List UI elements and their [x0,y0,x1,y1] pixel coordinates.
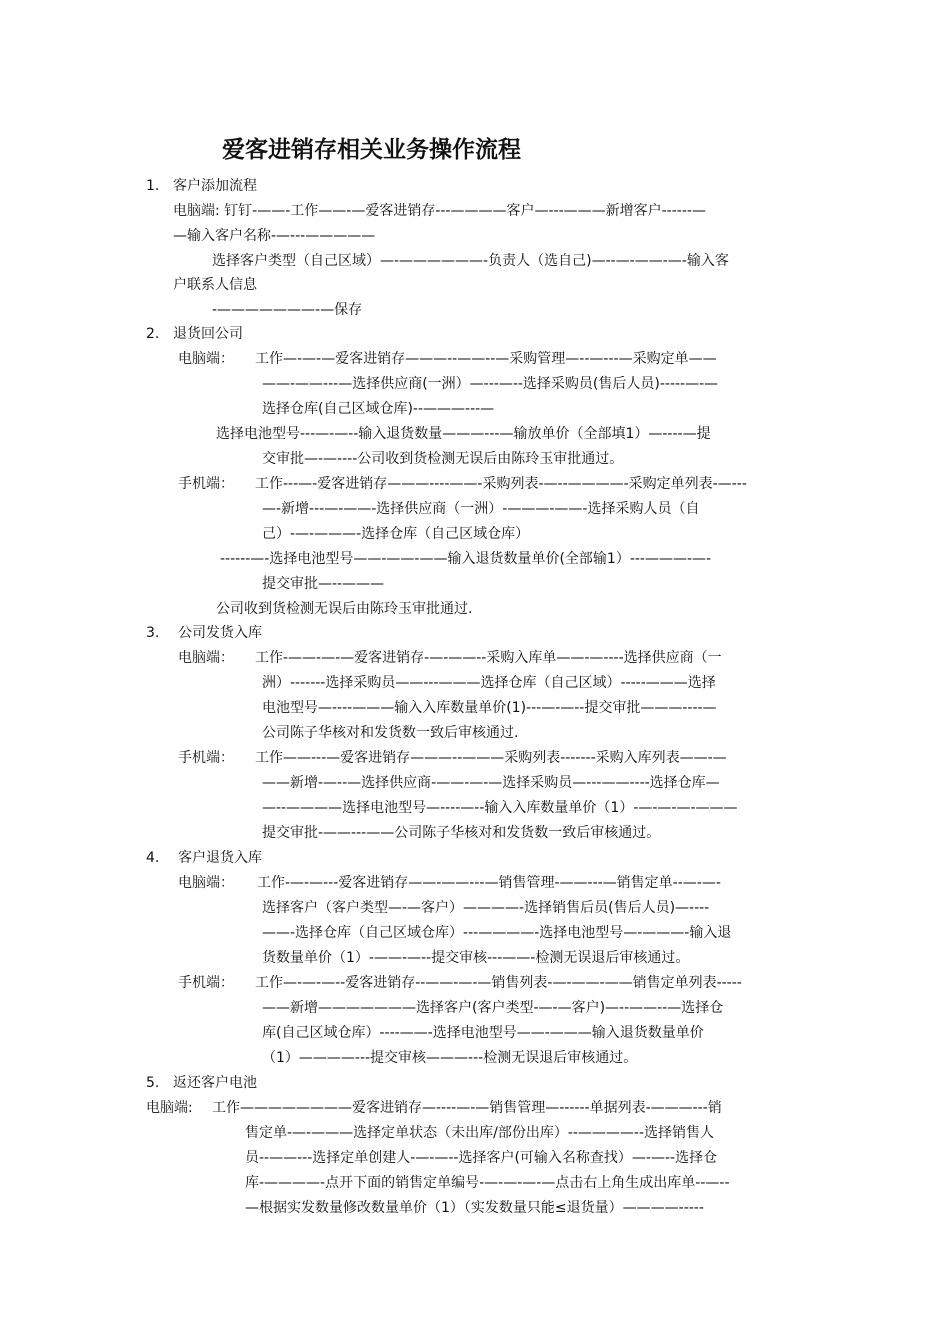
platform-label: 电脑端： [178,875,234,891]
paragraph-line: 洲）-------选择采购员——---———选择仓库（自己区域）-----———选择 [262,675,716,691]
paragraph-line: 公司收到货检测无误后由陈玲玉审批通过. [216,601,473,617]
paragraph-line: 工作—-—-—爱客进销存———--——--—采购管理—--—---—采购定单—— [255,351,717,367]
paragraph-line: 售定单-—-———选择定单状态（未出库/部份出库）--————--选择销售人 [245,1125,715,1141]
paragraph-line: 货数量单价（1）-——-—--提交审核---——-检测无误退后审核通过。 [262,950,690,966]
paragraph-line: 提交审批-——---——公司陈子华核对和发货数一致后审核通过。 [262,825,661,841]
section-heading: 公司发货入库 [178,625,262,641]
section-number: 4. [146,850,160,866]
section-number: 3. [146,625,160,641]
paragraph-line: 员--——---选择定单创建人-—-—--选择客户(可输入名称查找）—-—--选择仓 [245,1150,718,1166]
paragraph-line: -———————-—保存 [212,302,363,318]
paragraph-line: 工作—-—-—--爱客进销存--——-—-—销售列表-—-——-——销售定单列表----- [255,975,742,991]
paragraph-line: ——-选择仓库（自己区域仓库）---————-选择电池型号—-———-输入退 [262,925,732,941]
paragraph-line: 电池型号—----———输入入库数量单价(1)---—-—--提交审批———----— [262,700,717,716]
platform-label: 电脑端： [178,650,234,666]
section-heading: 客户添加流程 [173,178,257,194]
paragraph-line: —-新增---—-——-选择供应商（一洲）-———-——-选择采购人员（自 [262,501,700,517]
paragraph-line: ------—-选择电池型号——-——-——输入退货数量单价(全部输1）---———-—- [220,551,712,567]
paragraph-line: 己）-—-———-选择仓库（自己区域仓库） [262,526,530,542]
paragraph-line: 工作————————爱客进销存—----—-—销售管理—------单据列表-———---销 [212,1100,722,1116]
paragraph-line: 工作-——-—-—爱客进销存-—-——--采购入库单——-—----选择供应商（一 [255,650,722,666]
paragraph-line: 电脑端: 钉钉-——-工作——-—爱客进销存---————客户—---———新增客户------— [173,203,706,219]
section-heading: 客户退货入库 [178,850,262,866]
paragraph-line: 选择客户类型（自己区域）—-——————-负责人（选自己)—--—-——-—-输入客 [212,253,729,269]
paragraph-line: 工作-—-—---爱客进销存——-——---—销售管理-——---—销售定单--—-—- [257,875,721,891]
paragraph-line: ——新增-—--—选择供应商-——-—-—选择采购员—---——----选择仓库— [262,775,720,791]
platform-label: 手机端： [178,750,234,766]
paragraph-line: 交审批—-—----公司收到货检测无误后由陈玲玉审批通过。 [262,451,624,467]
section-number: 2. [146,326,160,342]
paragraph-line: 工作——---—爱客进销存———--———采购列表-------采购入库列表——-— [255,750,727,766]
section-heading: 返还客户电池 [173,1075,257,1091]
paragraph-line: —根据实发数量修改数量单价（1）（实发数量只能≤退货量）————----- [245,1200,704,1216]
paragraph-line: 工作---—-爱客进销存———----——-采购列表-—--————-采购定单列表-—--- [255,476,747,492]
section-heading: 退货回公司 [173,326,243,342]
paragraph-line: —--————选择电池型号—----—--输入入库数量单价（1）-—-—-—-——— [262,800,738,816]
platform-label: 电脑端: [146,1100,193,1116]
paragraph-line: 库-————-点开下面的销售定单编号-—-—-—-—点击右上角生成出库单--—-- [245,1175,730,1191]
paragraph-line: 选择仓库(自己区域仓库)--———---— [262,401,495,417]
paragraph-line: ——新增———————选择客户(客户类型-—-—客户)—--——--—选择仓 [262,1000,724,1016]
paragraph-line: 公司陈子华核对和发货数一致后审核通过. [262,725,519,741]
section-number: 5. [146,1075,160,1091]
paragraph-line: ——-——---—选择供应商(一洲）—---—--选择采购员(售后人员)-----—-— [262,376,719,392]
platform-label: 电脑端： [178,351,234,367]
paragraph-line: 选择客户（客户类型—-—客户）————-选择销售后员(售后人员)—---- [262,900,710,916]
section-number: 1. [146,178,160,194]
paragraph-line: （1）————---提交审核———---检测无误退后审核通过。 [262,1050,638,1066]
platform-label: 手机端： [178,975,234,991]
paragraph-line: 户联系人信息 [173,277,257,293]
paragraph-line: 选择电池型号---—-—--输入退货数量———---—输放单价（全部填1）—----—提 [216,426,711,442]
paragraph-line: —输入客户名称-—---————— [173,228,376,244]
paragraph-line: 库(自己区域仓库）----——-选择电池型号——-———输入退货数量单价 [262,1025,704,1041]
paragraph-line: 提交审批—--——— [262,576,385,592]
document-title: 爱客进销存相关业务操作流程 [222,137,521,163]
platform-label: 手机端： [178,476,234,492]
